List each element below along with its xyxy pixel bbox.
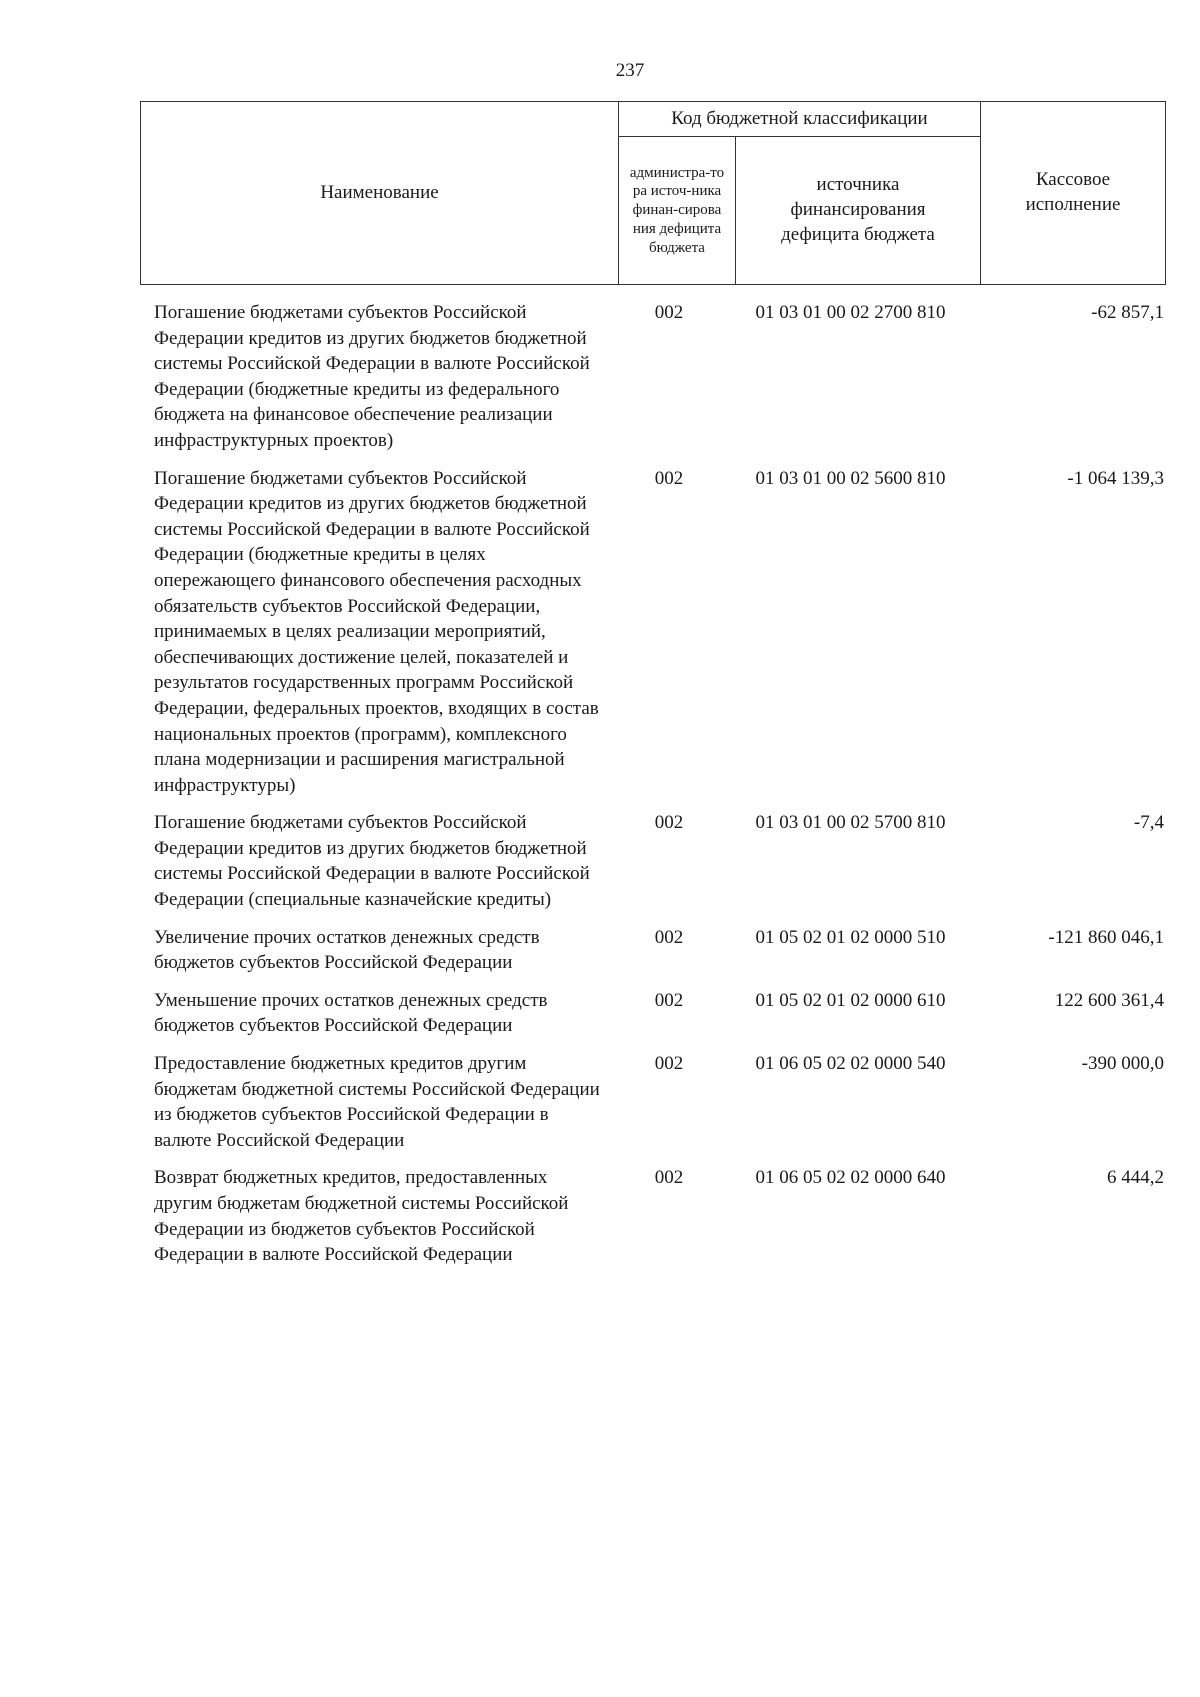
row-admin-code: 002 [654, 812, 684, 834]
header-code-group: Код бюджетной классификации [619, 102, 981, 137]
row-name: Погашение бюджетами субъектов Российской Федерации кредитов из других бюджетов бюджетной системы Российской Федерации в валюте Российской Федерации (бюджетные кредиты из федерального бюджета на финансовое обеспечение реализации инфраструктурных проектов) [154, 302, 590, 451]
row-source-code: 01 05 02 01 02 0000 610 [755, 989, 946, 1011]
table-row [140, 988, 1170, 1039]
row-source-code: 01 03 01 00 02 2700 810 [755, 302, 946, 323]
table-row [140, 466, 1170, 799]
row-admin-code: 002 [654, 1053, 684, 1075]
table-row [140, 300, 1170, 454]
row-execution: -390 000,0 [1081, 1053, 1164, 1075]
row-admin-code: 002 [654, 989, 684, 1011]
row-execution: -121 860 046,1 [1048, 926, 1164, 948]
row-name: Предоставление бюджетных кредитов другим бюджетам бюджетной системы Российской Федерации из бюджетов субъектов Российской Федерации в валюте Российской Федерации [154, 1053, 600, 1151]
table-body [140, 300, 1170, 1280]
row-execution: 6 444,2 [1107, 1167, 1164, 1189]
row-execution: 122 600 361,4 [1054, 989, 1164, 1011]
row-name: Возврат бюджетных кредитов, предоставленных другим бюджетам бюджетной системы Российской Федерации из бюджетов субъектов Российской Федерации в валюте Российской Федерации [154, 1167, 569, 1266]
row-name: Увеличение прочих остатков денежных средств бюджетов субъектов Российской Федерации [154, 926, 540, 974]
header-admin [619, 137, 736, 285]
header-name: Наименование [141, 102, 619, 285]
row-admin-code: 002 [654, 467, 684, 489]
table-row [140, 1165, 1170, 1267]
header-source-label: источника финансирования дефицита бюджета [781, 174, 935, 245]
row-name: Уменьшение прочих остатков денежных средств бюджетов субъектов Российской Федерации [154, 989, 548, 1037]
header-execution [981, 102, 1166, 285]
row-source-code: 01 03 01 00 02 5700 810 [755, 812, 946, 834]
row-source-code: 01 05 02 01 02 0000 510 [755, 926, 946, 948]
row-execution: -7,4 [1133, 812, 1164, 834]
row-execution: -62 857,1 [1091, 302, 1164, 323]
row-name: Погашение бюджетами субъектов Российской Федерации кредитов из других бюджетов бюджетной системы Российской Федерации в валюте Российской Федерации (бюджетные кредиты в целях опережающего финансового обеспечения расходных обязательств субъектов Российской Федерации, принимаемых в целях реализации мероприятий, обеспечивающих достижение целей, показателей и результатов государственных программ Российской Федерации, федеральных проектов, входящих в состав национальных проектов (программ), комплексного плана модернизации и расширения магистральной инфраструктуры) [154, 467, 599, 796]
row-source-code: 01 06 05 02 02 0000 540 [755, 1053, 946, 1075]
table-header [140, 101, 1166, 285]
page-number: 237 [615, 60, 645, 81]
row-admin-code: 002 [654, 302, 684, 323]
table-row [140, 810, 1170, 912]
table-row [140, 1051, 1170, 1153]
header-execution-label: Кассовое исполнение [1025, 169, 1121, 215]
row-source-code: 01 06 05 02 02 0000 640 [755, 1167, 946, 1189]
row-name: Погашение бюджетами субъектов Российской Федерации кредитов из других бюджетов бюджетной системы Российской Федерации в валюте Российской Федерации (специальные казначейские кредиты) [154, 812, 590, 911]
row-source-code: 01 03 01 00 02 5600 810 [755, 467, 946, 489]
table-row [140, 925, 1170, 976]
header-source [736, 137, 981, 285]
header-admin-label: администра-тора источ-ника финан-сирования дефицита бюджета [629, 164, 725, 256]
row-admin-code: 002 [654, 1167, 684, 1189]
row-execution: -1 064 139,3 [1067, 467, 1164, 489]
row-admin-code: 002 [654, 926, 684, 948]
